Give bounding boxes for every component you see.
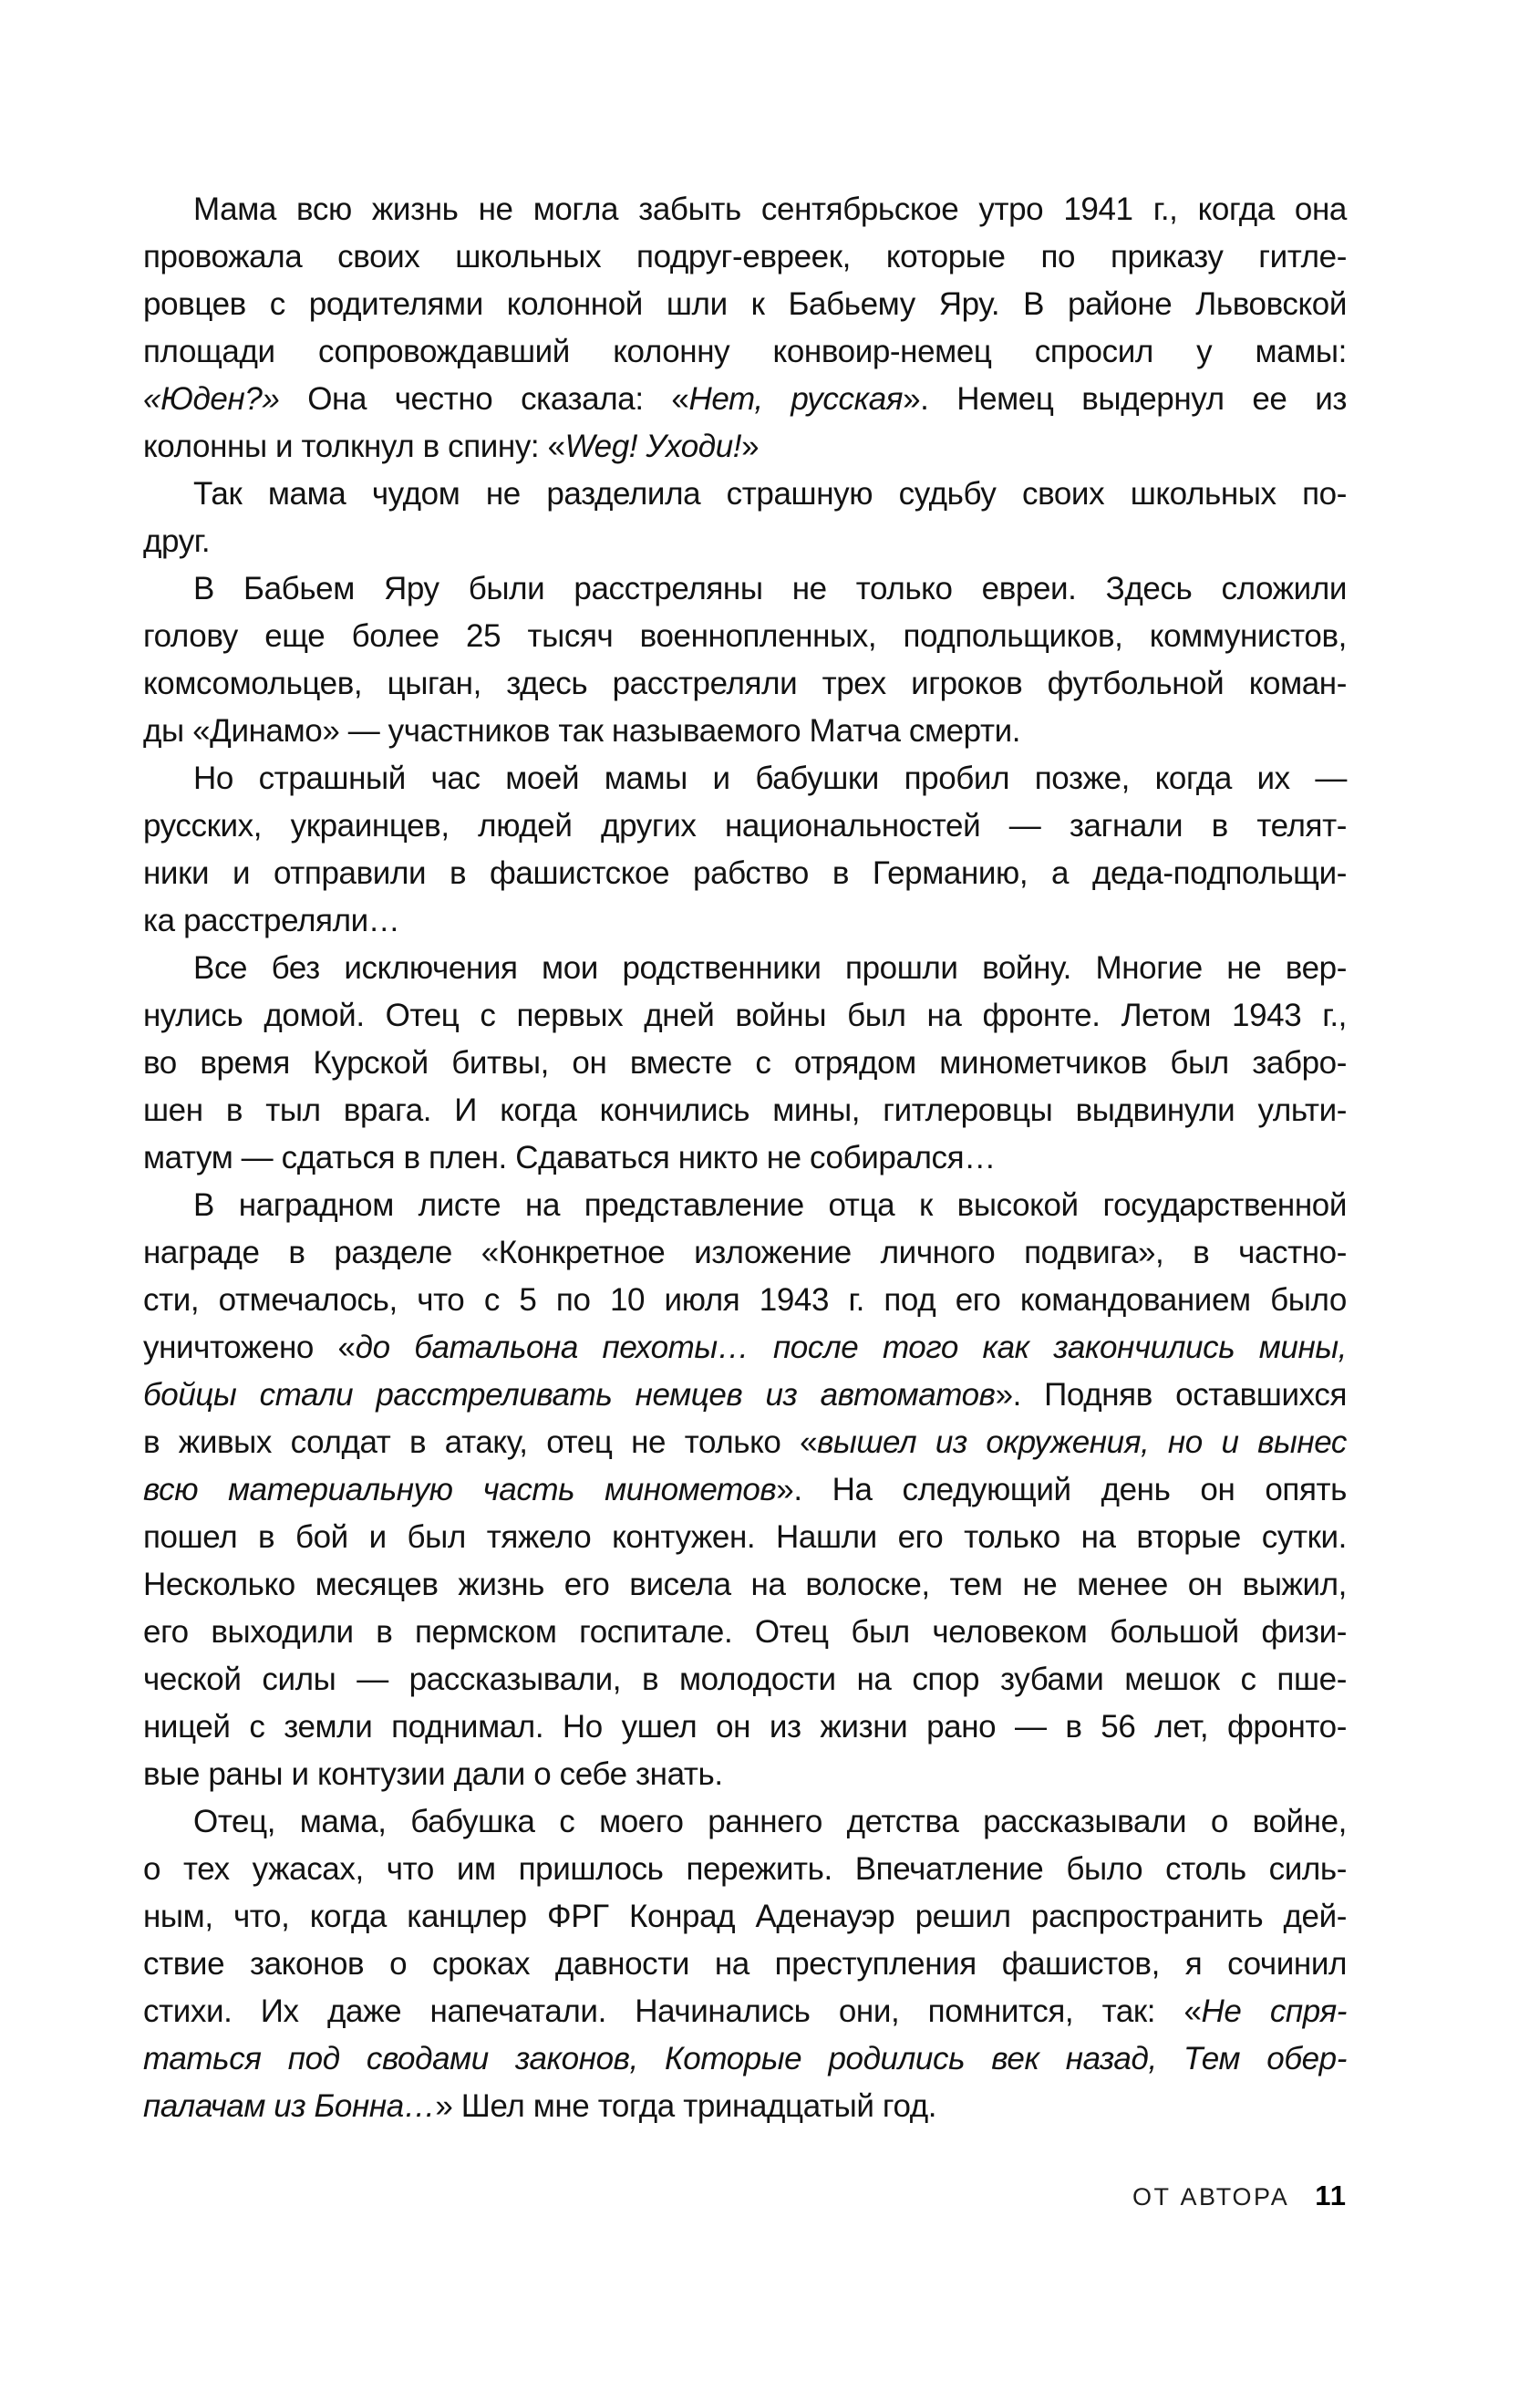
text-segment: ». На следующий день он опять <box>776 1472 1347 1507</box>
text-line <box>143 1372 1347 1419</box>
text-segment: его выходили в пермском госпитале. Отец был человеком большой физи- <box>143 1614 1347 1650</box>
text-segment: Несколько месяцев жизнь его висела на волоске, тем не менее он выжил, <box>143 1567 1347 1602</box>
text-line <box>143 328 1347 376</box>
text-segment: » <box>741 429 760 464</box>
text-segment: Все без исключения мои родственники прошли войну. Многие не вер- <box>193 950 1347 986</box>
text-line <box>143 1466 1347 1514</box>
text-segment: Она честно сказала: « <box>279 381 689 417</box>
text-line <box>143 1134 1347 1182</box>
text-segment: стихи. Их даже напечатали. Начинались они, помнится, так: « <box>143 1993 1202 2029</box>
text-line <box>143 1751 1347 1798</box>
text-line <box>143 803 1347 850</box>
running-title: ОТ АВТОРА <box>1132 2183 1290 2211</box>
text-line <box>143 376 1347 423</box>
text-line <box>143 1561 1347 1609</box>
italic-text-segment: вышел из окружения, но и вынес <box>817 1424 1347 1460</box>
italic-text-segment: палачам из Бонна… <box>143 2088 436 2124</box>
text-line <box>143 1277 1347 1324</box>
text-segment: во время Курской битвы, он вместе с отрядом минометчиков был забро- <box>143 1045 1347 1081</box>
text-segment: Но страшный час моей мамы и бабушки пробил позже, когда их — <box>193 761 1347 796</box>
text-line <box>143 992 1347 1040</box>
text-segment: пошел в бой и был тяжело контужен. Нашли его только на вторые сутки. <box>143 1519 1347 1555</box>
paragraph <box>143 1182 1347 1798</box>
text-line <box>143 755 1347 803</box>
page-footer <box>143 2180 1347 2212</box>
paragraph <box>143 1798 1347 2130</box>
text-segment: друг. <box>143 523 211 559</box>
text-segment: матум — сдаться в плен. Сдаваться никто не собирался… <box>143 1140 996 1175</box>
text-segment: В наградном листе на представление отца к высокой государственной <box>193 1187 1347 1223</box>
text-line <box>143 186 1347 233</box>
text-line <box>143 471 1347 518</box>
text-segment: ды «Динамо» — участников так называемого Матча смерти. <box>143 713 1021 749</box>
paragraph <box>143 945 1347 1182</box>
text-segment: сти, отмечалось, что с 5 по 10 июля 1943 г. под его командованием было <box>143 1282 1347 1318</box>
italic-text-segment: Не спря- <box>1201 1993 1348 2029</box>
italic-text-segment: всю материальную часть минометов <box>143 1472 777 1507</box>
paragraph <box>143 565 1347 755</box>
text-line <box>143 945 1347 992</box>
text-line <box>143 1703 1347 1751</box>
text-segment: Так мама чудом не разделила страшную судьбу своих школьных по- <box>193 476 1347 512</box>
text-segment: награде в разделе «Конкретное изложение личного подвига», в частно- <box>143 1235 1347 1270</box>
text-line <box>143 1988 1347 2035</box>
text-segment: ». Подняв оставшихся <box>995 1377 1347 1413</box>
text-segment: ницей с земли поднимал. Но ушел он из жизни рано — в 56 лет, фронто- <box>143 1709 1347 1745</box>
text-segment: ческой силы — рассказывали, в молодости на спор зубами мешок с пше- <box>143 1662 1347 1697</box>
text-line <box>143 281 1347 328</box>
text-line <box>143 1419 1347 1466</box>
text-segment: ным, что, когда канцлер ФРГ Конрад Аденауэр решил распространить дей- <box>143 1899 1347 1934</box>
text-line <box>143 1182 1347 1229</box>
italic-text-segment: до батальона пехоты… после того как закончились мины, <box>355 1330 1347 1365</box>
text-line <box>143 1514 1347 1561</box>
text-line <box>143 565 1347 613</box>
text-segment: в живых солдат в атаку, отец не только « <box>143 1424 818 1460</box>
italic-text-segment: Weg! Уходи! <box>564 429 742 464</box>
text-line <box>143 708 1347 755</box>
text-segment: нулись домой. Отец с первых дней войны был на фронте. Летом 1943 г., <box>143 998 1347 1033</box>
text-segment: ствие законов о сроках давности на преступления фашистов, я сочинил <box>143 1946 1347 1982</box>
text-segment: ка расстреляли… <box>143 903 400 938</box>
text-segment: голову еще более 25 тысяч военнопленных, подпольщиков, коммунистов, <box>143 618 1347 654</box>
italic-text-segment: «Юден?» <box>143 381 280 417</box>
text-segment: » Шел мне тогда тринадцатый год. <box>435 2088 937 2124</box>
text-line <box>143 1609 1347 1656</box>
text-line <box>143 1941 1347 1988</box>
text-line <box>143 423 1347 471</box>
text-segment: русских, украинцев, людей других национальностей — загнали в телят- <box>143 808 1347 844</box>
text-line <box>143 518 1347 565</box>
paragraph <box>143 755 1347 945</box>
text-line <box>143 1798 1347 1846</box>
text-line <box>143 660 1347 708</box>
italic-text-segment: Нет, русская <box>688 381 904 417</box>
italic-text-segment: таться под сводами законов, Которые родились век назад, Тем обер- <box>143 2041 1347 2076</box>
text-line <box>143 897 1347 945</box>
text-segment: вые раны и контузии дали о себе знать. <box>143 1756 723 1792</box>
text-line <box>143 2083 1347 2130</box>
text-segment: площади сопровождавший колонну конвоир-немец спросил у мамы: <box>143 334 1347 369</box>
text-line <box>143 1087 1347 1134</box>
text-segment: ники и отправили в фашистское рабство в Германию, а деда-подпольщи- <box>143 855 1347 891</box>
text-segment: колонны и толкнул в спину: « <box>143 429 565 464</box>
text-segment: о тех ужасах, что им пришлось пережить. Впечатление было столь силь- <box>143 1851 1347 1887</box>
text-line <box>143 1229 1347 1277</box>
italic-text-segment: бойцы стали расстреливать немцев из автоматов <box>143 1377 996 1413</box>
text-line <box>143 2035 1347 2083</box>
text-segment: В Бабьем Яру были расстреляны не только евреи. Здесь сложили <box>193 571 1347 606</box>
text-segment: комсомольцев, цыган, здесь расстреляли трех игроков футбольной коман- <box>143 666 1347 701</box>
text-line <box>143 1656 1347 1703</box>
text-line <box>143 233 1347 281</box>
text-line <box>143 850 1347 897</box>
text-segment: Отец, мама, бабушка с моего раннего детства рассказывали о войне, <box>193 1804 1347 1839</box>
page-number: 11 <box>1315 2180 1347 2211</box>
text-line <box>143 1893 1347 1941</box>
text-line <box>143 1040 1347 1087</box>
paragraph <box>143 186 1347 471</box>
paragraph <box>143 471 1347 565</box>
text-segment: ». Немец выдернул ее из <box>903 381 1347 417</box>
text-segment: шен в тыл врага. И когда кончились мины, гитлеровцы выдвинули ульти- <box>143 1092 1347 1128</box>
text-line <box>143 613 1347 660</box>
text-segment: провожала своих школьных подруг-евреек, которые по приказу гитле- <box>143 239 1347 274</box>
page-body <box>143 186 1347 2130</box>
text-line <box>143 1324 1347 1372</box>
text-segment: Мама всю жизнь не могла забыть сентябрьское утро 1941 г., когда она <box>193 192 1347 227</box>
text-segment: уничтожено « <box>143 1330 356 1365</box>
text-segment: ровцев с родителями колонной шли к Бабьему Яру. В районе Львовской <box>143 286 1347 322</box>
text-line <box>143 1846 1347 1893</box>
